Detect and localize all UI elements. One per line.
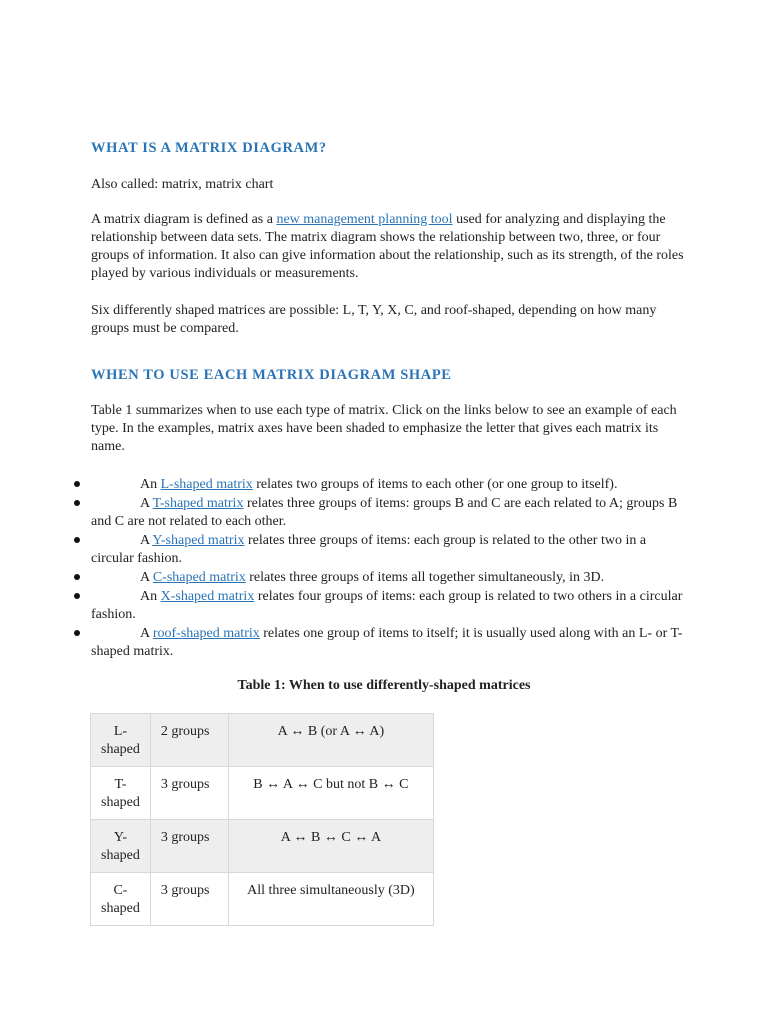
bullet-icon	[74, 537, 80, 543]
shape-cell: Y-shaped	[91, 820, 151, 873]
list-item-y-shaped	[91, 532, 691, 568]
bullet-icon	[74, 481, 80, 487]
definition-paragraph	[91, 211, 691, 283]
bullet-text: relates three groups of items all together simultaneously, in 3D.	[245, 570, 605, 585]
shape-cell: L-shaped	[91, 714, 151, 767]
bullet-prefix: A	[140, 626, 153, 641]
groups-cell: 3 groups	[150, 820, 228, 873]
bullet-text: relates one group of items to itself; it is usually used along with an L- or T-shaped matrix.	[91, 626, 683, 659]
list-item-roof-shaped	[91, 625, 691, 661]
relation-cell: A ↔ B (or A ↔ A)	[228, 714, 433, 767]
l-shaped-matrix-link[interactable]: L-shaped matrix	[160, 477, 253, 492]
c-shaped-matrix-link[interactable]: C-shaped matrix	[152, 570, 246, 585]
bullet-prefix: A	[140, 570, 153, 585]
groups-cell: 2 groups	[150, 714, 228, 767]
bullet-text: relates three groups of items: groups B and C are each related to A; groups B and C are not related to each other.	[91, 496, 678, 529]
bullet-icon	[74, 500, 80, 506]
groups-cell: 3 groups	[150, 767, 228, 820]
table-row	[91, 714, 434, 767]
roof-shaped-matrix-link[interactable]: roof-shaped matrix	[152, 626, 260, 641]
t-shaped-matrix-link[interactable]: T-shaped matrix	[152, 496, 244, 511]
table-intro-paragraph: Table 1 summarizes when to use each type of matrix. Click on the links below to see an example of each type. In the examples, matrix axes have been shaded to emphasize the letter that gives each matrix its name.	[91, 403, 677, 454]
bullet-text: relates three groups of items: each group is related to the other two in a circular fashion.	[91, 533, 647, 566]
list-item-l-shaped	[91, 476, 691, 494]
bullet-icon	[74, 574, 80, 580]
bullet-icon	[74, 593, 80, 599]
bullet-text: relates two groups of items to each other (or one group to itself).	[252, 477, 618, 492]
relation-cell: B ↔ A ↔ C but not B ↔ C	[228, 767, 433, 820]
management-planning-tool-link[interactable]: new management planning tool	[276, 212, 453, 227]
table-row	[91, 820, 434, 873]
section-heading-when-to-use: WHEN TO USE EACH MATRIX DIAGRAM SHAPE	[91, 367, 452, 383]
bullet-prefix: A	[140, 533, 153, 548]
bullet-prefix: A	[140, 496, 153, 511]
bullet-icon	[74, 630, 80, 636]
also-called-text: Also called: matrix, matrix chart	[91, 177, 274, 192]
definition-text-before: A matrix diagram is defined as a	[91, 212, 277, 227]
y-shaped-matrix-link[interactable]: Y-shaped matrix	[152, 533, 245, 548]
shapes-paragraph: Six differently shaped matrices are possible: L, T, Y, X, C, and roof-shaped, depending on how many groups must be compared.	[91, 303, 657, 336]
relation-cell: A ↔ B ↔ C ↔ A	[228, 820, 433, 873]
relation-cell: All three simultaneously (3D)	[228, 873, 433, 926]
matrix-shape-list	[91, 476, 691, 662]
definition-text-after: used for analyzing and displaying the relationship between data sets. The matrix diagram shows the relationship between two, three, or four groups of information. It also can give information about the relationship, such as its strength, of the roles played by various individuals or measurements.	[91, 212, 684, 281]
x-shaped-matrix-link[interactable]: X-shaped matrix	[160, 589, 255, 604]
bullet-prefix: An	[140, 477, 161, 492]
table-row	[91, 767, 434, 820]
list-item-x-shaped	[91, 588, 691, 624]
matrix-shape-table	[90, 713, 434, 926]
groups-cell: 3 groups	[150, 873, 228, 926]
bullet-text: relates four groups of items: each group is related to two others in a circular fashion.	[91, 589, 683, 622]
table-caption: Table 1: When to use differently-shaped matrices	[237, 678, 531, 693]
shape-cell: C-shaped	[91, 873, 151, 926]
bullet-prefix: An	[140, 589, 161, 604]
list-item-c-shaped	[91, 569, 691, 587]
table-row	[91, 873, 434, 926]
shape-cell: T-shaped	[91, 767, 151, 820]
section-heading-what-is: WHAT IS A MATRIX DIAGRAM?	[91, 140, 327, 156]
list-item-t-shaped	[91, 495, 691, 531]
